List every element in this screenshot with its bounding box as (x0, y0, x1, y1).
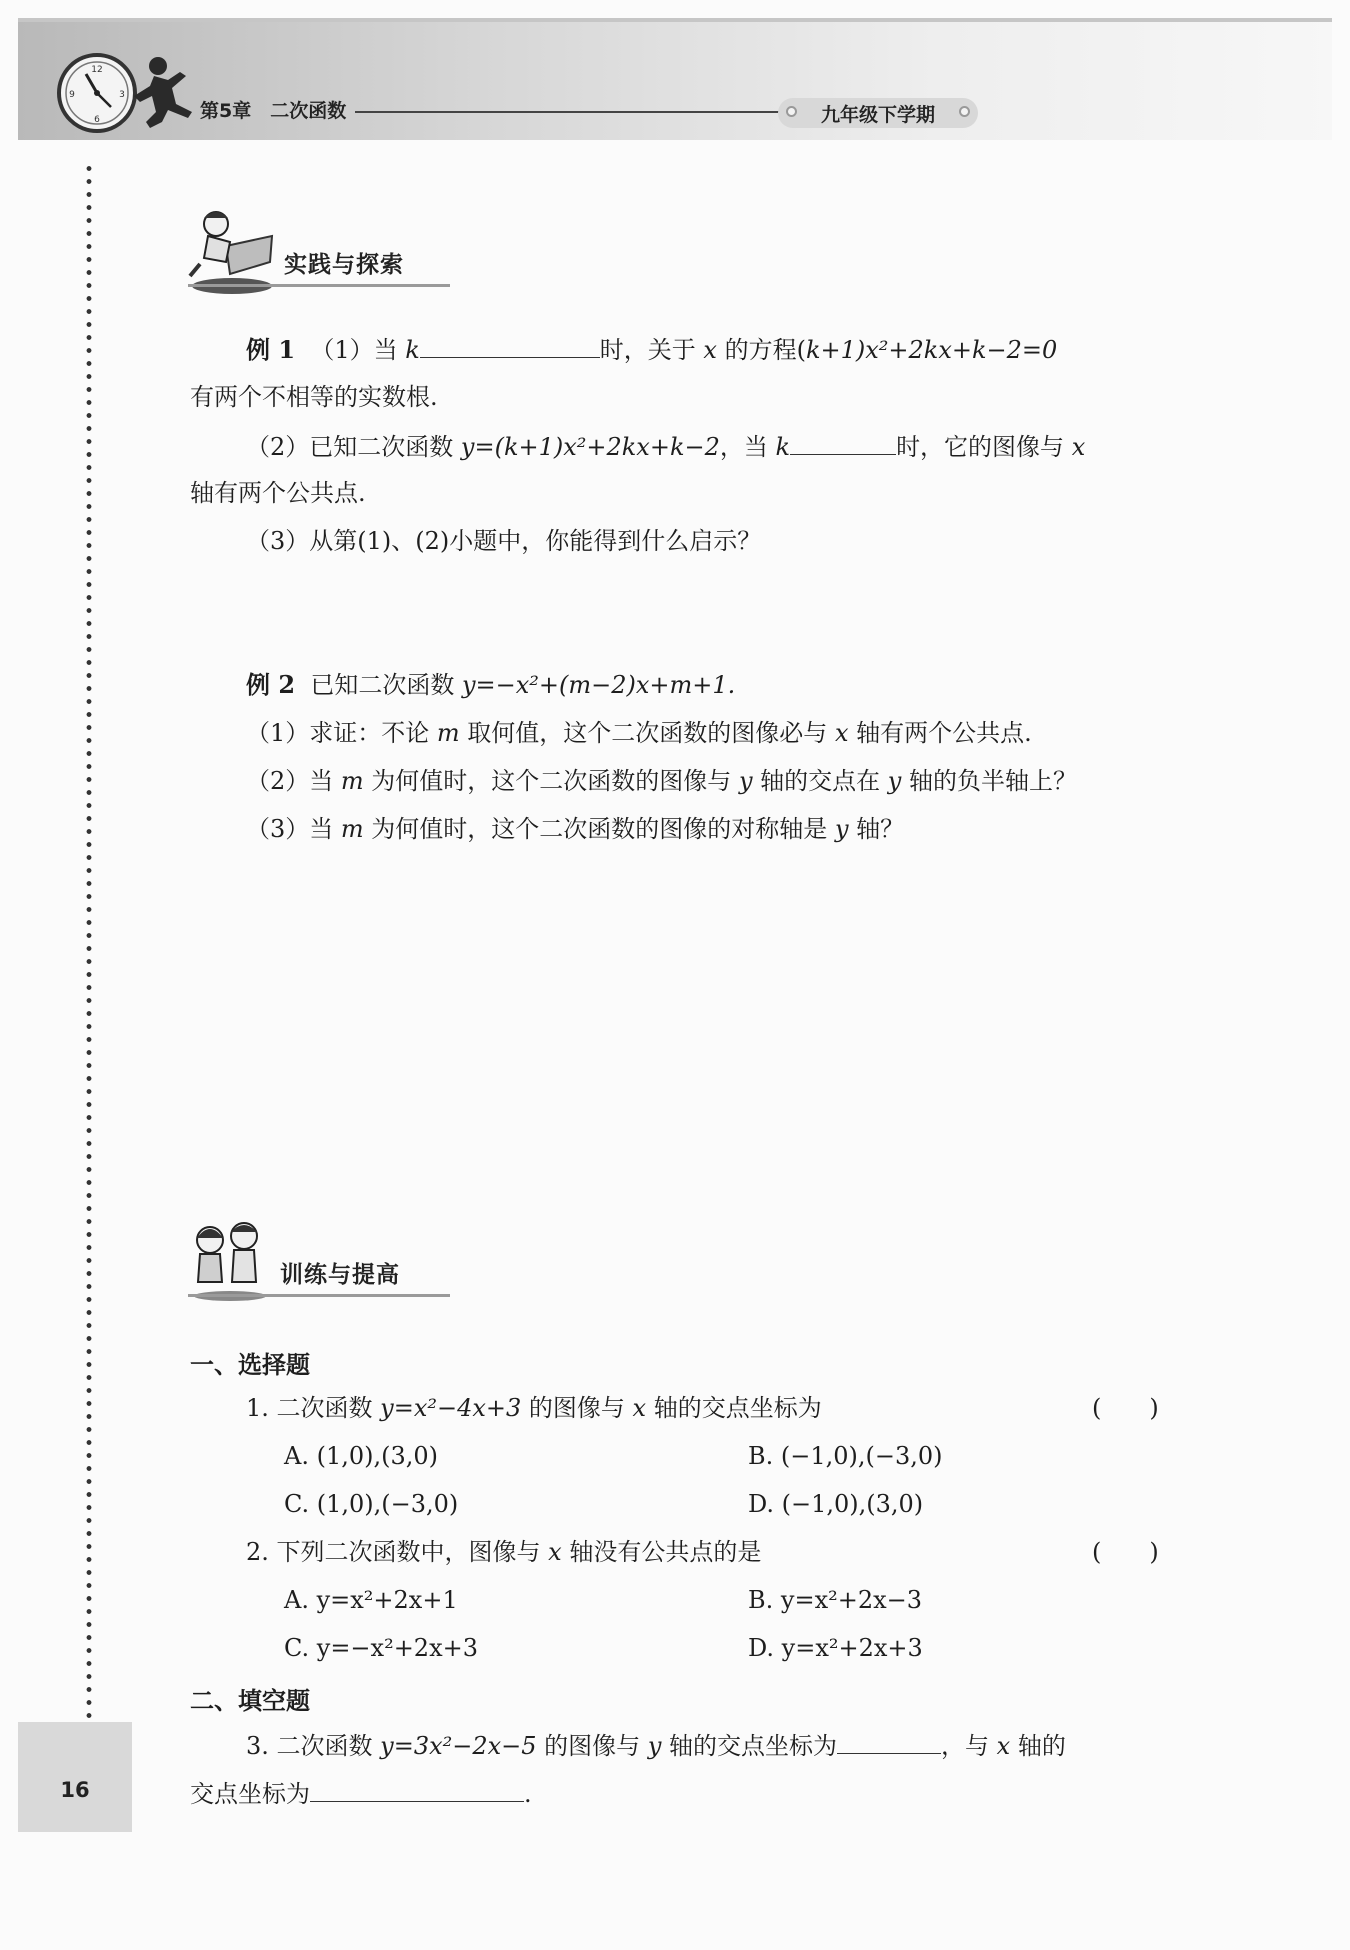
text: 的图像与 (536, 1732, 648, 1760)
choice-heading: 一、选择题 (190, 1351, 310, 1379)
tab-dot-right (959, 106, 970, 117)
var-x: x (548, 1538, 562, 1566)
var-x: x (834, 719, 849, 747)
example1-part3: （3）从第(1)、(2)小题中，你能得到什么启示？ (246, 527, 762, 555)
text: 时，它的图像与 (896, 433, 1072, 461)
answer-blank[interactable] (790, 430, 896, 455)
text: 交点坐标为 (190, 1780, 310, 1808)
text: 轴没有公共点的是 (561, 1538, 762, 1566)
choice-q2 (246, 1537, 761, 1567)
text: 2. 下列二次函数中，图像与 (246, 1538, 549, 1566)
answer-blank[interactable] (310, 1777, 524, 1802)
text: （3）当 (246, 815, 341, 843)
var-m: m (340, 767, 364, 795)
fill-q3-cont (190, 1777, 532, 1809)
practice-banner-underline (188, 284, 450, 287)
equation: k+1)x²+2kx+k−2=0 (805, 336, 1058, 364)
choice-q2-answer-paren[interactable]: ( ) (1092, 1538, 1159, 1566)
example1-part2 (246, 430, 1085, 462)
choice-q2-option-c[interactable]: C. y=−x²+2x+3 (284, 1634, 478, 1662)
grade-tab (778, 98, 978, 128)
var-y: y (887, 767, 902, 795)
page-number: 16 (60, 1778, 90, 1802)
text: 轴的负半轴上？ (901, 767, 1077, 795)
text: 已知二次函数 (310, 671, 462, 699)
text: （2）已知二次函数 (246, 433, 461, 461)
var-x: x (632, 1394, 647, 1422)
practice-section-title: 实践与探索 (284, 252, 404, 278)
training-mascot-icon (188, 1218, 270, 1302)
training-banner-underline (188, 1294, 450, 1297)
var-y: y (647, 1732, 662, 1760)
equation: y=−x²+(m−2)x+m+1. (461, 671, 736, 699)
page-number-block (18, 1722, 132, 1832)
header-top-edge (18, 18, 1332, 22)
text: （1）当 (310, 336, 406, 364)
example1-part2-cont: 轴有两个公共点. (190, 479, 366, 507)
svg-text:12: 12 (91, 65, 103, 75)
choice-q2-option-d[interactable]: D. y=x²+2x+3 (748, 1634, 923, 1662)
text: 为何值时，这个二次函数的图像与 (363, 767, 739, 795)
example2-label: 例 2 (246, 670, 296, 699)
var-x: x (703, 336, 717, 364)
example2-intro (246, 670, 735, 700)
dotted-margin-line (86, 162, 92, 1722)
answer-blank[interactable] (420, 333, 600, 358)
text: 轴的交点坐标为 (646, 1394, 822, 1422)
text: 取何值，这个二次函数的图像必与 (459, 719, 835, 747)
example2-q3 (246, 814, 904, 844)
text: 3. 二次函数 (246, 1732, 381, 1760)
text: 轴有两个公共点. (848, 719, 1032, 747)
choice-q1-answer-paren[interactable]: ( ) (1092, 1394, 1159, 1422)
var-x: x (996, 1732, 1011, 1760)
equation: y=3x²−2x−5 (380, 1732, 537, 1760)
choice-q1-option-c[interactable]: C. (1,0),(−3,0) (284, 1490, 459, 1518)
chapter-title: 第5章 二次函数 (200, 100, 347, 122)
text: （2）当 (246, 767, 341, 795)
equation: y=x²−4x+3 (380, 1394, 522, 1422)
text: ，与 (941, 1732, 997, 1760)
choice-q2-option-b[interactable]: B. y=x²+2x−3 (748, 1586, 923, 1614)
tab-dot-left (786, 106, 797, 117)
example1-part1-cont: 有两个不相等的实数根. (190, 383, 438, 411)
var-y: y (834, 815, 849, 843)
choice-q2-option-a[interactable]: A. y=x²+2x+1 (284, 1586, 458, 1614)
text: 轴的交点坐标为 (661, 1732, 838, 1760)
var-k: k (405, 336, 420, 364)
fill-heading: 二、填空题 (190, 1687, 310, 1715)
choice-q1-option-d[interactable]: D. (−1,0),(3,0) (748, 1490, 924, 1518)
choice-q1-option-a[interactable]: A. (1,0),(3,0) (284, 1442, 439, 1470)
text: 轴？ (848, 815, 905, 843)
training-section-title: 训练与提高 (280, 1262, 400, 1288)
example2-q2 (246, 766, 1077, 796)
var-m: m (340, 815, 364, 843)
text: 轴的交点在 (752, 767, 888, 795)
example2-q1 (246, 718, 1032, 748)
text: 时，关于 (599, 336, 704, 364)
var-m: m (436, 719, 460, 747)
example1-part1 (246, 333, 1057, 365)
svg-text:3: 3 (119, 90, 125, 100)
var-x: x (1071, 433, 1086, 461)
runner-icon (128, 52, 200, 134)
fill-q3 (246, 1729, 1066, 1761)
text: 1. 二次函数 (246, 1394, 381, 1422)
text: 的方程( (716, 336, 806, 364)
equation: y=(k+1)x²+2kx+k−2 (460, 433, 720, 461)
clock-icon (56, 52, 138, 134)
var-y: y (738, 767, 753, 795)
header-rule (355, 111, 780, 113)
text: （1）求证：不论 (246, 719, 437, 747)
var-k: k (775, 433, 791, 461)
text: 为何值时，这个二次函数的图像的对称轴是 (363, 815, 835, 843)
text: ，当 (719, 433, 776, 461)
choice-q1-option-b[interactable]: B. (−1,0),(−3,0) (748, 1442, 943, 1470)
svg-text:6: 6 (94, 115, 100, 125)
choice-q1 (246, 1393, 822, 1423)
answer-blank[interactable] (837, 1729, 941, 1754)
grade-label: 九年级下学期 (820, 103, 935, 126)
text: 的图像与 (521, 1394, 633, 1422)
example1-label: 例 1 (246, 335, 296, 364)
text: 轴的 (1010, 1732, 1066, 1760)
svg-text:9: 9 (69, 90, 75, 100)
text: . (524, 1780, 532, 1808)
